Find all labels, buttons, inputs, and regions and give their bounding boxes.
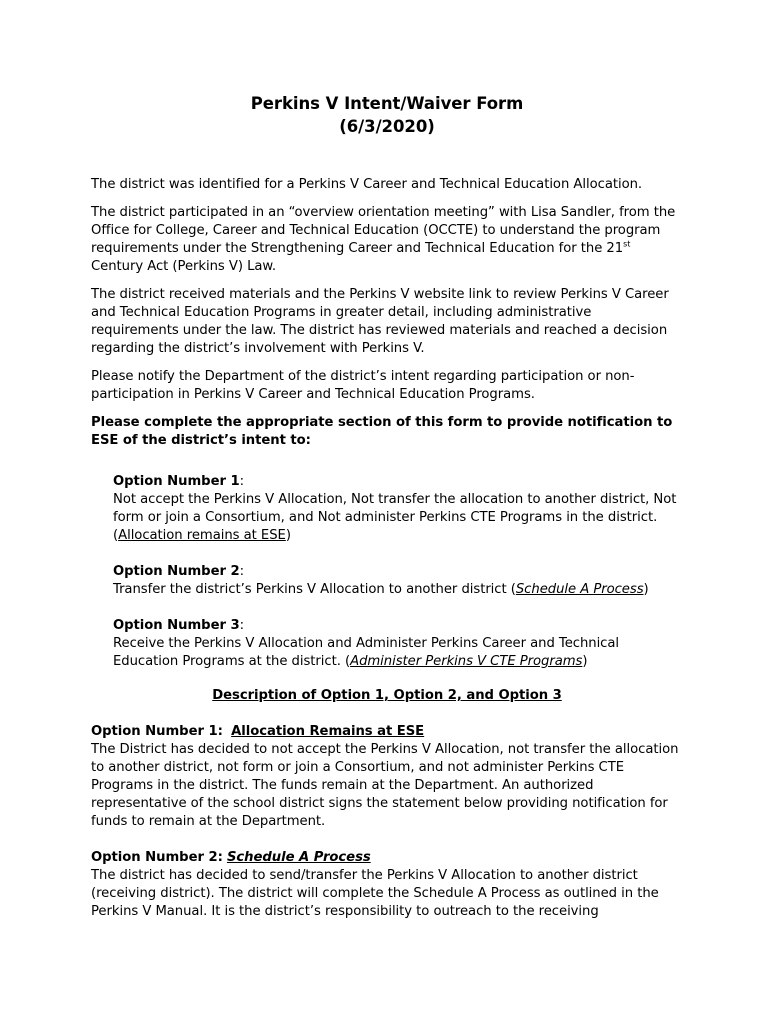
paragraph-materials: The district received materials and the Perkins V website link to review Perkins V Career and Technical Education Programs in greater detail, including administrative requirements under the law. The district has reviewed materials and reached a decision regarding the district’s involvement with Perkins V. (91, 287, 669, 356)
option-3-close: ) (582, 654, 588, 669)
section-option-2 (91, 849, 683, 921)
option-1-colon: : (239, 474, 244, 489)
paragraph-notify: Please notify the Department of the district’s intent regarding participation or non-participation in Perkins V Career and Technical Education Programs. (91, 369, 635, 402)
section-2-title: Schedule A Process (226, 850, 371, 865)
paragraph-orientation-text: The district participated in an “overview orientation meeting” with Lisa Sandler, from the Office for College, Career and Technical Education (OCCTE) to understand the program requirements under the Strengthening Career and Technical Education for the 21 (91, 205, 676, 256)
form-title: Perkins V Intent/Waiver Form (250, 94, 524, 113)
section-option-1 (91, 723, 683, 831)
option-1-close: ) (285, 528, 291, 543)
section-1-body: The District has decided to not accept the Perkins V Allocation, not transfer the allocation to another district, not form or join a Consortium, and not administer Perkins CTE Programs in the district. The funds remain at the Department. An authorized representative of the school district signs the statement below providing notification for funds to remain at the Department. (91, 742, 679, 829)
option-1-label: Option Number 1 (113, 474, 240, 489)
section-2-label: Option Number 2: (91, 850, 223, 865)
option-2-label: Option Number 2 (113, 564, 240, 579)
ordinal-superscript: st (623, 239, 631, 249)
option-2-close: ) (643, 582, 649, 597)
option-3-label: Option Number 3 (113, 618, 240, 633)
option-2-block (113, 563, 683, 599)
option-1-text: Not accept the Perkins V Allocation, Not transfer the allocation to another district, Not form or join a Consortium, and Not administer Perkins CTE Programs in the district. ( (113, 492, 677, 543)
description-heading: Description of Option 1, Option 2, and Option 3 (212, 688, 562, 703)
option-2-link[interactable]: Schedule A Process (515, 582, 644, 597)
section-1-label: Option Number 1: (91, 724, 223, 739)
option-1-link[interactable]: Allocation remains at ESE (118, 528, 286, 543)
option-3-block (113, 617, 683, 671)
form-date: (6/3/2020) (339, 117, 435, 136)
option-1-block (113, 473, 683, 545)
document-page (91, 92, 683, 921)
section-1-title: Allocation Remains at ESE (231, 724, 425, 739)
option-2-colon: : (239, 564, 244, 579)
option-3-text: Receive the Perkins V Allocation and Administer Perkins Career and Technical Education Programs at the district. ( (113, 636, 620, 669)
paragraph-orientation-tail: Century Act (Perkins V) Law. (91, 259, 277, 274)
paragraph-identified: The district was identified for a Perkins V Career and Technical Education Allocation. (91, 177, 643, 192)
option-3-colon: : (239, 618, 244, 633)
paragraph-orientation (91, 204, 683, 276)
instruction-text: Please complete the appropriate section of this form to provide notification to ESE of the district’s intent to: (91, 415, 673, 448)
option-2-text: Transfer the district’s Perkins V Allocation to another district ( (113, 582, 516, 597)
section-2-body: The district has decided to send/transfer the Perkins V Allocation to another district (receiving district). The district will complete the Schedule A Process as outlined in the Perkins V Manual. It is the district’s responsibility to outreach to the receiving (91, 868, 659, 919)
option-3-link[interactable]: Administer Perkins V CTE Programs (350, 654, 583, 669)
